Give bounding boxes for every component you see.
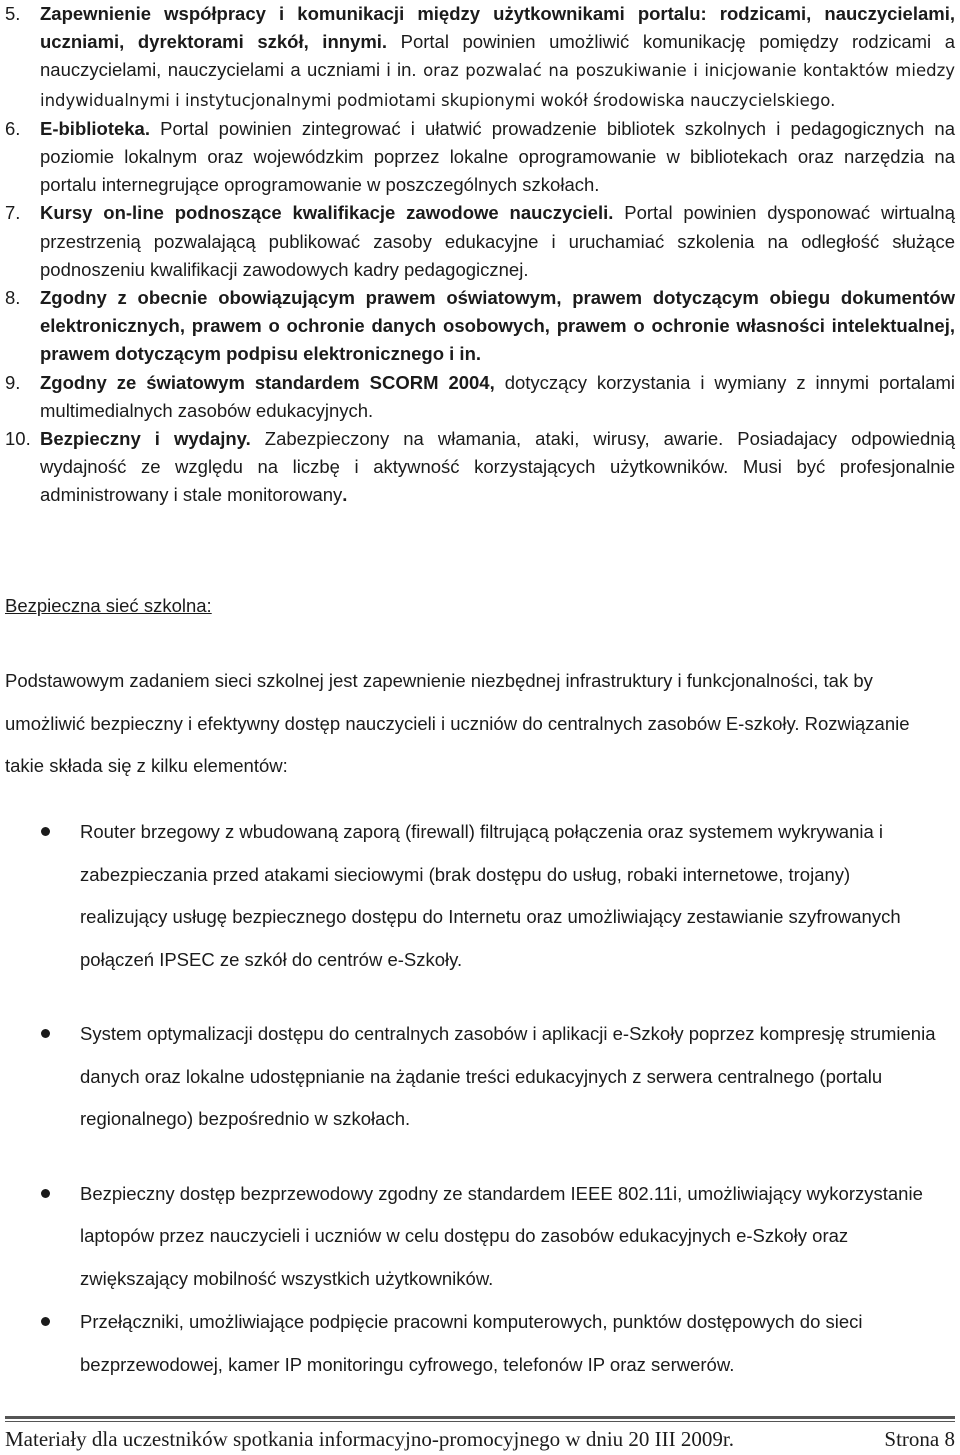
list-number: 5. bbox=[5, 3, 21, 24]
list-text bbox=[40, 369, 960, 425]
list-item-body: Zabezpieczony na włamania, ataki, wirusy, awarie. Posiadajacy odpowiednią wydajność ze względu na liczbę i aktywność korzystających użytkowników. Musi być profesjonalnie administrowany i stale monitorowany bbox=[40, 428, 955, 506]
footer-divider bbox=[5, 1416, 955, 1419]
bullet-icon bbox=[41, 1317, 50, 1326]
bullet-icon bbox=[41, 827, 50, 836]
bullet-text: Bezpieczny dostęp bezprzewodowy zgodny ze standardem IEEE 802.11i, umożliwiający wykorzystanie laptopów przez nauczycieli i uczniów w celu dostępu do zasobów edukacyjnych e-Szkoły oraz zwiększający mobilność wszystkich użytkowników. bbox=[80, 1182, 923, 1289]
bullet-item bbox=[0, 1013, 960, 1141]
list-item-heading: E-biblioteka. bbox=[40, 117, 150, 139]
list-item-heading: Bezpieczny i wydajny. bbox=[40, 428, 251, 450]
list-item-9 bbox=[0, 369, 960, 425]
list-number: 7. bbox=[5, 202, 21, 224]
list-item-body: dotyczący korzystania i wymiany z innymi portalami multimedialnych zasobów edukacyjnych. bbox=[40, 371, 956, 421]
list-item-heading: Zgodny z obecnie obowiązującym prawem oświatowym, prawem dotyczącym obiegu dokumentów elektronicznych, prawem o ochronie danych osobowych, prawem o ochronie własności intelektualnej, prawem dotyczącym podpisu elektronicznego i in. bbox=[40, 287, 955, 365]
list-item-body: Portal powinien dysponować wirtualną przestrzenią pozwalającą publikować zasoby edukacyjne i uruchamiać szkolenia na odległość służące podnoszeniu kwalifikacji zawodowych kadry pedagogicznej. bbox=[40, 202, 955, 280]
list-text bbox=[40, 199, 960, 284]
bullet-item bbox=[0, 1173, 960, 1301]
list-item-body: Portal powinien zintegrować i ułatwić prowadzenie bibliotek szkolnych i pedagogicznych na poziomie lokalnym oraz wojewódzkim poprzez lokalne oprogramowanie w bibliotekach oraz narzędzia na portalu internegrujące oprogramowanie w poszczególnych szkołach. bbox=[40, 117, 955, 196]
footer-divider-thin bbox=[5, 1421, 955, 1422]
bullet-item bbox=[0, 1301, 960, 1386]
list-number: 10. bbox=[5, 428, 31, 450]
list-item-body-continued: oraz pozwalać na poszukiwanie i inicjowanie kontaktów miedzy indywidualnymi i instytucjonalnymi podmiotami skupionymi wokół środowiska nauczycielskiego. bbox=[40, 61, 955, 110]
numbered-list bbox=[0, 0, 960, 510]
list-item-tail: . bbox=[342, 484, 348, 506]
page-footer bbox=[5, 1424, 955, 1454]
list-item-heading: Zgodny ze światowym standardem SCORM 2004, bbox=[40, 371, 495, 393]
bullet-text: Przełączniki, umożliwiające podpięcie pracowni komputerowych, punktów dostępowych do sieci bezprzewodowej, kamer IP monitoringu cyfrowego, telefonów IP oraz serwerów. bbox=[80, 1311, 863, 1375]
list-text bbox=[40, 284, 960, 369]
list-text bbox=[40, 115, 960, 200]
intro-paragraph: Podstawowym zadaniem sieci szkolnej jest zapewnienie niezbędnej infrastruktury i funkcjonalności, tak by umożliwić bezpieczny i efektywny dostęp nauczycieli i uczniów do centralnych zasobów E-szkoły. Rozwiązanie takie składa się z kilku elementów: bbox=[5, 670, 910, 776]
bullet-item bbox=[0, 811, 960, 981]
page-number: Strona 8 bbox=[884, 1427, 955, 1451]
bullet-text: Router brzegowy z wbudowaną zaporą (firewall) filtrującą połączenia oraz systemem wykrywania i zabezpieczania przed atakami sieciowymi (brak dostępu do usług, robaki internetowe, trojany) realizujący usługę bezpiecznego dostępu do Internetu oraz umożliwiający zestawianie szyfrowanych połączeń IPSEC ze szkół do centrów e-Szkoły. bbox=[80, 821, 901, 970]
bullet-text: System optymalizacji dostępu do centralnych zasobów i aplikacji e-Szkoły poprzez kompresję strumienia danych oraz lokalne udostępnianie na żądanie treści edukacyjnych z serwera centralnego (portalu regionalnego) bezpośrednio w szkołach. bbox=[80, 1023, 936, 1129]
list-number: 9. bbox=[5, 371, 21, 393]
section-title: Bezpieczna sieć szkolna: bbox=[5, 595, 212, 616]
footer-caption: Materiały dla uczestników spotkania informacyjno-promocyjnego w dniu 20 III 2009r. bbox=[5, 1427, 734, 1451]
list-text bbox=[40, 425, 960, 510]
bullet-icon bbox=[41, 1029, 50, 1038]
bullet-icon bbox=[41, 1189, 50, 1198]
list-item-7 bbox=[0, 199, 960, 284]
list-item-6 bbox=[0, 115, 960, 200]
list-number: 6. bbox=[5, 117, 21, 139]
list-item-heading: Kursy on-line podnoszące kwalifikacje zawodowe nauczycieli. bbox=[40, 202, 614, 224]
list-item-body: Portal powinien umożliwić komunikację pomiędzy rodzicami a nauczycielami, nauczycielami a uczniami i in. bbox=[40, 31, 955, 81]
list-item-8 bbox=[0, 284, 960, 369]
list-text bbox=[40, 0, 960, 115]
list-item-10 bbox=[0, 425, 960, 510]
list-item-heading: Zapewnienie współpracy i komunikacji między użytkownikami portalu: rodzicami, nauczycielami, uczniami, dyrektorami szkół, innymi. bbox=[40, 3, 955, 53]
list-number: 8. bbox=[5, 287, 21, 309]
list-item-5 bbox=[0, 0, 960, 115]
bullet-list bbox=[0, 811, 960, 1386]
